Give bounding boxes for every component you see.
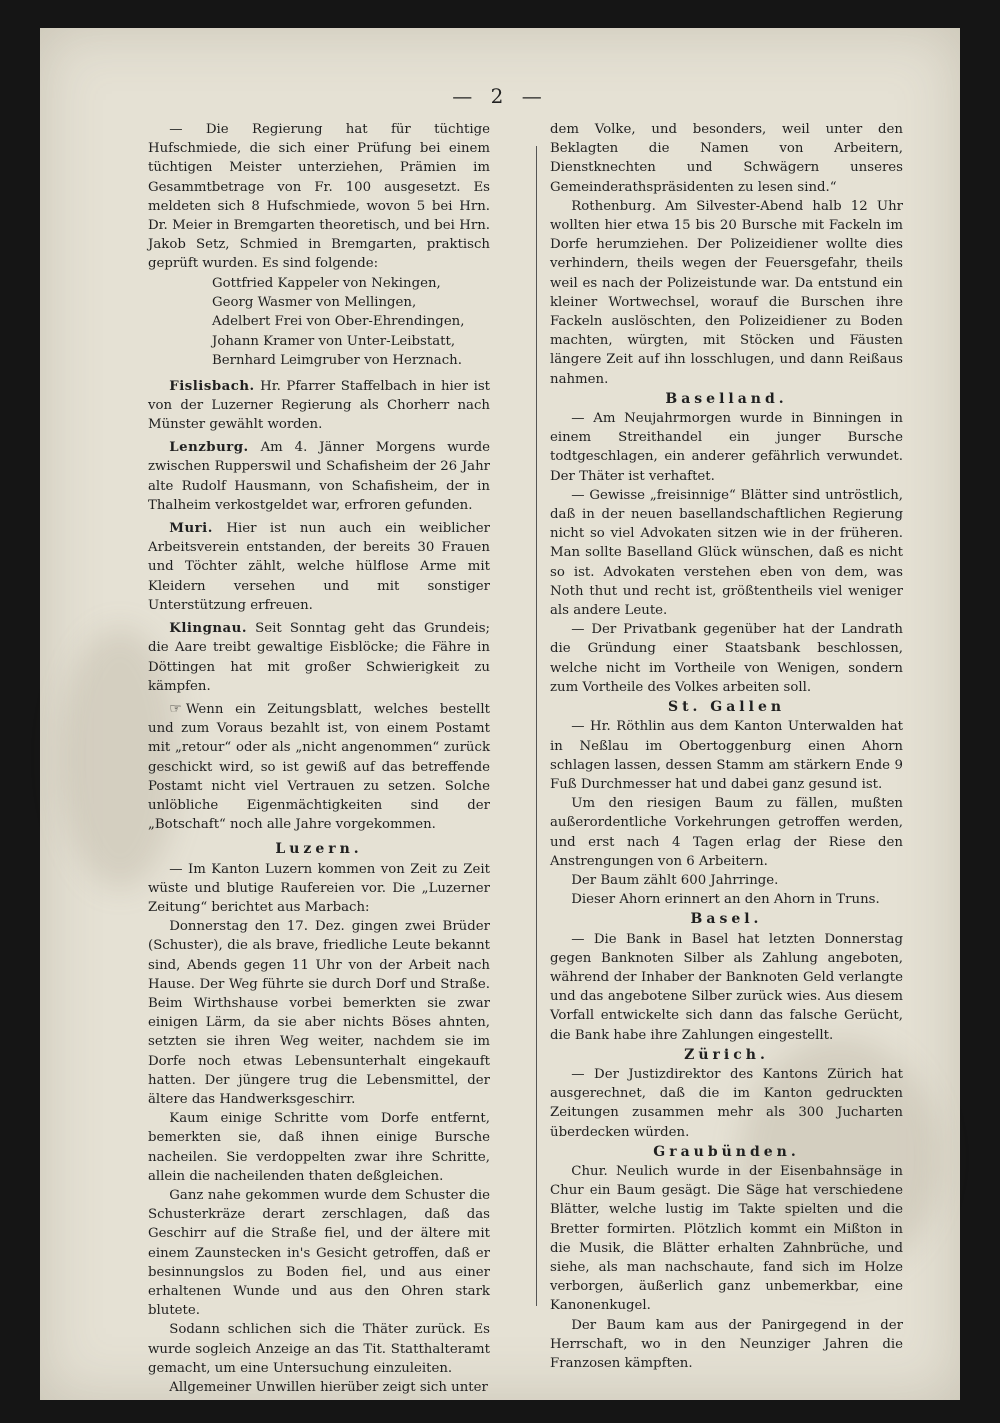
- article-paragraph: — Der Justizdirektor des Kantons Zürich hat ausgerechnet, daß die im Kanton gedruckten Zeitungen zusammen mehr als 300 Jucharten überdecken würden.: [550, 1066, 903, 1140]
- article-paragraph: dem Volke, und besonders, weil unter den Beklagten die Namen von Arbeitern, Dienstknechten und Schwägern unseres Gemeinderathspräsidenten zu lesen sind.“: [550, 122, 903, 195]
- section-heading-baselland: Baselland.: [665, 390, 788, 407]
- notice-zeitung: [148, 700, 490, 834]
- right-column: [550, 120, 903, 1373]
- left-column: [148, 120, 490, 1397]
- article-paragraph: — Die Bank in Basel hat letzten Donnerstag gegen Banknoten Silber als Zahlung angeboten, während der Inhaber der Banknoten Geld verlangte und das angebotene Silber zurück wies. Aus diesem Vorfall entwickelte sich dann das falsche Gerücht, die Bank habe ihre Zahlungen eingestellt.: [550, 931, 903, 1043]
- pointing-hand-icon: ☞: [169, 700, 182, 717]
- article-hufschmiede: — Die Regierung hat für tüchtige Hufschmiede, die sich einer Prüfung bei einem tüchtigen Meister unterziehen, Prämien im Gesammtbetrage von Fr. 100 ausgesetzt. Es meldeten sich 8 Hufschmiede, wovon 5 bei Hrn. Dr. Meier in Bremgarten theoretisch, und bei Hrn. Jakob Setz, Schmied in Bremgarten, praktisch geprüft wurden. Es sind folgende:: [148, 122, 490, 272]
- article-paragraph: Chur. Neulich wurde in der Eisenbahnsäge in Chur ein Baum gesägt. Die Säge hat verschiedene Blätter, welche lustig im Takte spielten und die Bretter formirten. Plötzlich kommt ein Mißton in die Musik, die Blätter erhalten Zahnbrüche, und siehe, als man nachschaute, fand sich im Holze verborgen, äußerlich ganz unbemerkbar, eine Kanonenkugel.: [550, 1163, 903, 1314]
- list-item: Bernhard Leimgruber von Herznach.: [212, 353, 462, 369]
- article-lenzburg: [148, 438, 490, 515]
- newspaper-page: [40, 28, 960, 1400]
- section-heading-stgallen: St. Gallen: [667, 699, 786, 716]
- article-paragraph: — Der Privatbank gegenüber hat der Landrath die Gründung einer Staatsbank beschlossen, welche nicht im Vortheile von Wenigen, sondern zum Vortheile des Volkes arbeiten soll.: [550, 622, 903, 695]
- article-text: Seit Sonntag geht das Grundeis; die Aare treibt gewaltige Eisblöcke; die Fähre in Döttingen hat mit großer Schwierigkeit zu kämpfen.: [148, 621, 490, 694]
- article-paragraph: Der Baum kam aus der Panirgegend in der Herrschaft, wo in den Neunziger Jahren die Franzosen kämpften.: [550, 1317, 903, 1371]
- place-name: Muri.: [169, 521, 213, 537]
- name-list: [148, 274, 490, 371]
- section-heading-zuerich: Zürich.: [684, 1046, 769, 1063]
- article-klingnau: [148, 619, 490, 696]
- article-paragraph: Sodann schlichen sich die Thäter zurück. Es wurde sogleich Anzeige an das Tit. Statthalteramt gemacht, um eine Untersuchung einzuleiten.: [148, 1322, 490, 1376]
- article-paragraph: — Am Neujahrmorgen wurde in Binningen in einem Streithandel ein junger Bursche todtgeschlagen, ein anderer gefährlich verwundet. Der Thäter ist verhaftet.: [550, 411, 903, 484]
- place-name: Lenzburg.: [169, 440, 249, 456]
- article-text: Hier ist nun auch ein weiblicher Arbeitsverein entstanden, der bereits 30 Frauen und Töchter zählt, welche hülflose Arme mit Kleidern versehen und mit sonstiger Unterstützung erfreuen.: [148, 521, 490, 613]
- article-rothenburg: Rothenburg. Am Silvester-Abend halb 12 Uhr wollten hier etwa 15 bis 20 Bursche mit Fackeln im Dorfe herumziehen. Der Polizeidiener wollte dies verhindern, theils wegen der Feuersgefahr, theils weil es nach der Polizeistunde war. Da entstund ein kleiner Wortwechsel, worauf die Burschen ihre Fackeln auslöschten, den Polizeidiener zu Boden machten, würgten, mit Stöcken und Fäusten längere Zeit auf ihn losschlugen, und dann Reißaus nahmen.: [550, 198, 903, 387]
- section-heading-luzern: Luzern.: [275, 841, 363, 858]
- article-paragraph: — Im Kanton Luzern kommen von Zeit zu Zeit wüste und blutige Raufereien vor. Die „Luzerner Zeitung“ berichtet aus Marbach:: [148, 861, 490, 915]
- place-name: Klingnau.: [169, 621, 247, 637]
- list-item: Georg Wasmer von Mellingen,: [212, 295, 417, 311]
- article-fislisbach: [148, 377, 490, 435]
- article-text: Hr. Pfarrer Staffelbach in hier ist von der Luzerner Regierung als Chorherr nach Münster gewählt worden.: [148, 378, 490, 433]
- section-heading-basel: Basel.: [690, 911, 763, 928]
- article-paragraph: — Hr. Röthlin aus dem Kanton Unterwalden hat in Neßlau im Obertoggenburg einen Ahorn schlagen lassen, dessen Stamm am stärkern Ende 9 Fuß Durchmesser hat und dabei ganz gesund ist.: [550, 719, 903, 792]
- page-number: — 2 —: [452, 84, 548, 108]
- article-paragraph: Kaum einige Schritte vom Dorfe entfernt, bemerkten sie, daß ihnen einige Bursche nacheilen. Sie verdoppelten zwar ihre Schritte, allein die nacheilenden thaten deßgleichen.: [148, 1111, 490, 1184]
- article-paragraph: Donnerstag den 17. Dez. gingen zwei Brüder (Schuster), die als brave, friedliche Leute bekannt sind, Abends gegen 11 Uhr von der Arbeit nach Hause. Der Weg führte sie durch Dorf und Straße. Beim Wirthshause vorbei bemerkten sie zwar einigen Lärm, da sie aber nichts Böses ahnten, setzten sie ihren Weg weiter, nachdem sie im Dorfe noch etwas Lebensunterhalt eingekauft hatten. Der jüngere trug die Lebensmittel, der ältere das Handwerksgeschirr.: [148, 919, 490, 1107]
- list-item: Johann Kramer von Unter-Leibstatt,: [212, 333, 456, 349]
- article-paragraph: Ganz nahe gekommen wurde dem Schuster die Schusterkräze derart zerschlagen, daß das Geschirr auf die Straße fiel, und der ältere mit einem Zaunstecken in's Gesicht getroffen, daß er besinnungslos zu Boden fiel, und aus einer erhaltenen Wunde und aus den Ohren stark blutete.: [148, 1187, 490, 1319]
- article-text: Wenn ein Zeitungsblatt, welches bestellt und zum Voraus bezahlt ist, von einem Postamt mit „retour“ oder als „nicht angenommen“ zurück geschickt wird, so ist gewiß auf das betreffende Postamt nicht viel Vertrauen zu setzen. Solche unlöbliche Eigenmächtigkeiten sind der „Botschaft“ noch alle Jahre vorgekommen.: [148, 701, 490, 833]
- article-paragraph: Um den riesigen Baum zu fällen, mußten außerordentliche Vorkehrungen getroffen werden, und erst nach 4 Tagen erlag der Riese den Anstrengungen von 6 Arbeitern.: [550, 796, 903, 869]
- article-muri: [148, 519, 490, 615]
- article-paragraph: — Gewisse „freisinnige“ Blätter sind untröstlich, daß in der neuen basellandschaftlichen Regierung nicht so viel Advokaten sitzen wie in der früheren. Man sollte Baselland Glück wünschen, daß es nicht so ist. Advokaten verstehen eben von dem, was Noth thut und recht ist, größtentheils viel weniger als andere Leute.: [550, 487, 903, 619]
- list-item: Gottfried Kappeler von Nekingen,: [212, 275, 441, 291]
- column-divider: [536, 146, 537, 1306]
- article-paragraph: Allgemeiner Unwillen hierüber zeigt sich unter: [169, 1380, 488, 1396]
- article-paragraph: Dieser Ahorn erinnert an den Ahorn in Truns.: [571, 892, 880, 908]
- section-heading-graubuenden: Graubünden.: [653, 1143, 800, 1160]
- article-paragraph: Der Baum zählt 600 Jahrringe.: [571, 872, 779, 888]
- article-text: Am 4. Jänner Morgens wurde zwischen Rupperswil und Schafisheim der 26 Jahr alte Rudolf Hausmann, von Schafisheim, der in Thalheim verkostgeldet war, erfroren gefunden.: [148, 440, 490, 513]
- list-item: Adelbert Frei von Ober-Ehrendingen,: [212, 314, 465, 330]
- place-name: Fislisbach.: [169, 378, 255, 394]
